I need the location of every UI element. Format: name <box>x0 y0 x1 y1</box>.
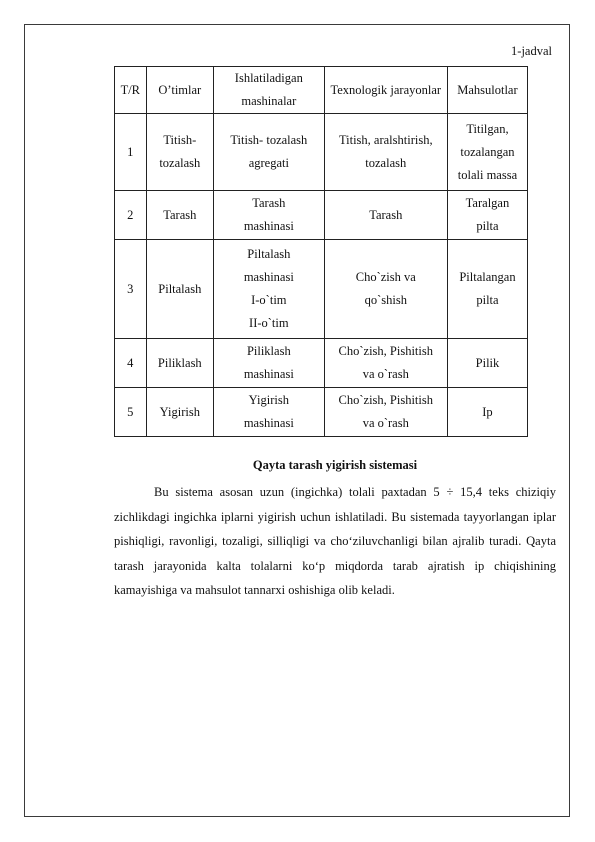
cell-line: tolali massa <box>457 167 518 182</box>
cell-line: tozalash <box>365 156 407 170</box>
cell-line: Tarash <box>369 207 403 222</box>
header-cell-product: Mahsulotlar <box>447 67 527 114</box>
table-cell-product <box>447 191 527 240</box>
cell-line: Ip <box>482 404 493 419</box>
table-cell-no: 3 <box>115 240 147 339</box>
table-cell-process <box>324 240 447 339</box>
cell-line: I-o`tim <box>251 293 287 307</box>
table-cell-no: 5 <box>115 388 147 437</box>
cell-line: Titish- <box>163 133 197 147</box>
table-cell-machine <box>214 240 325 339</box>
cell-line: Taralgan <box>465 196 510 210</box>
cell-line: II-o`tim <box>249 316 289 330</box>
cell-line: Yigirish <box>159 404 200 419</box>
cell-line: Titish- tozalash <box>230 133 308 147</box>
table-cell-process <box>324 114 447 191</box>
cell-line: Piltalangan <box>459 270 516 284</box>
table-cell-stage <box>146 191 213 240</box>
table-cell-stage <box>146 388 213 437</box>
process-table <box>114 66 528 437</box>
cell-line: Cho`zish, Pishitish <box>338 393 433 407</box>
table-row <box>115 191 528 240</box>
table-cell-no: 2 <box>115 191 147 240</box>
cell-line: Piliklash <box>246 344 291 358</box>
table-cell-process <box>324 388 447 437</box>
section-heading: Qayta tarash yigirish sistemasi <box>252 458 418 472</box>
header-cell-machine: Ishlatiladigan mashinalar <box>214 67 325 114</box>
cell-line: Cho`zish va <box>355 270 416 284</box>
table-cell-process <box>324 191 447 240</box>
cell-line: agregati <box>248 156 289 170</box>
cell-line: Tarash <box>163 207 197 222</box>
table-cell-product <box>447 339 527 388</box>
cell-line: mashinasi <box>243 367 294 381</box>
cell-line: Titilgan, <box>466 121 509 136</box>
table-row <box>115 339 528 388</box>
header-cell-process: Texnologik jarayonlar <box>324 67 447 114</box>
cell-line: va o`rash <box>362 367 409 381</box>
section-paragraph: Bu sistema asosan uzun (ingichka) tolali paxtadan 5 ÷ 15,4 teks chiziqiy zichlikdagi ingichka iplarni yigirish uchun ishlatiladi. Bu sistemada tayyorlangan iplar pishiqligi, ravonligi, tozaligi, silliqligi va cho‘ziluvchanligi bilan ajralib turadi. Qayta tarash jarayonida kalta tolalarni ko‘p miqdorda tarab ajratish ip chiqishining kamayishiga va mahsulot tannarxi oshishiga olib keladi. <box>114 485 556 598</box>
table-cell-machine <box>214 388 325 437</box>
table-cell-product <box>447 114 527 191</box>
table-cell-machine <box>214 114 325 191</box>
table-cell-no: 4 <box>115 339 147 388</box>
cell-line: Piltalash <box>247 247 291 261</box>
table-cell-product <box>447 388 527 437</box>
table-cell-product <box>447 240 527 339</box>
cell-line: pilta <box>476 293 499 307</box>
table-row <box>115 114 528 191</box>
cell-line: Piltalash <box>158 281 202 296</box>
table-cell-stage <box>146 114 213 191</box>
cell-line: Tarash <box>252 196 286 210</box>
table-cell-machine <box>214 339 325 388</box>
cell-line: tozalash <box>159 156 201 170</box>
cell-line: mashinasi <box>243 270 294 284</box>
table-cell-stage <box>146 240 213 339</box>
cell-line: Titish, aralshtirish, <box>338 133 433 147</box>
cell-line: pilta <box>476 219 499 233</box>
cell-line: mashinasi <box>243 416 294 430</box>
table-cell-stage <box>146 339 213 388</box>
cell-line: Cho`zish, Pishitish <box>338 344 433 358</box>
cell-line: tozalangan <box>460 144 515 159</box>
cell-line: Yigirish <box>248 393 289 407</box>
table-cell-machine <box>214 191 325 240</box>
table-cell-process <box>324 339 447 388</box>
cell-line: va o`rash <box>362 416 409 430</box>
header-cell-stage: O’timlar <box>146 67 213 114</box>
table-cell-no: 1 <box>115 114 147 191</box>
cell-line: qo`shish <box>364 293 407 307</box>
table-caption: 1-jadval <box>511 44 552 58</box>
cell-line: mashinasi <box>243 219 294 233</box>
cell-line: Piliklash <box>157 355 202 370</box>
table-header-row <box>115 67 528 114</box>
cell-line: Pilik <box>475 355 500 370</box>
table-row <box>115 240 528 339</box>
table-row <box>115 388 528 437</box>
header-cell-no: T/R <box>115 67 147 114</box>
